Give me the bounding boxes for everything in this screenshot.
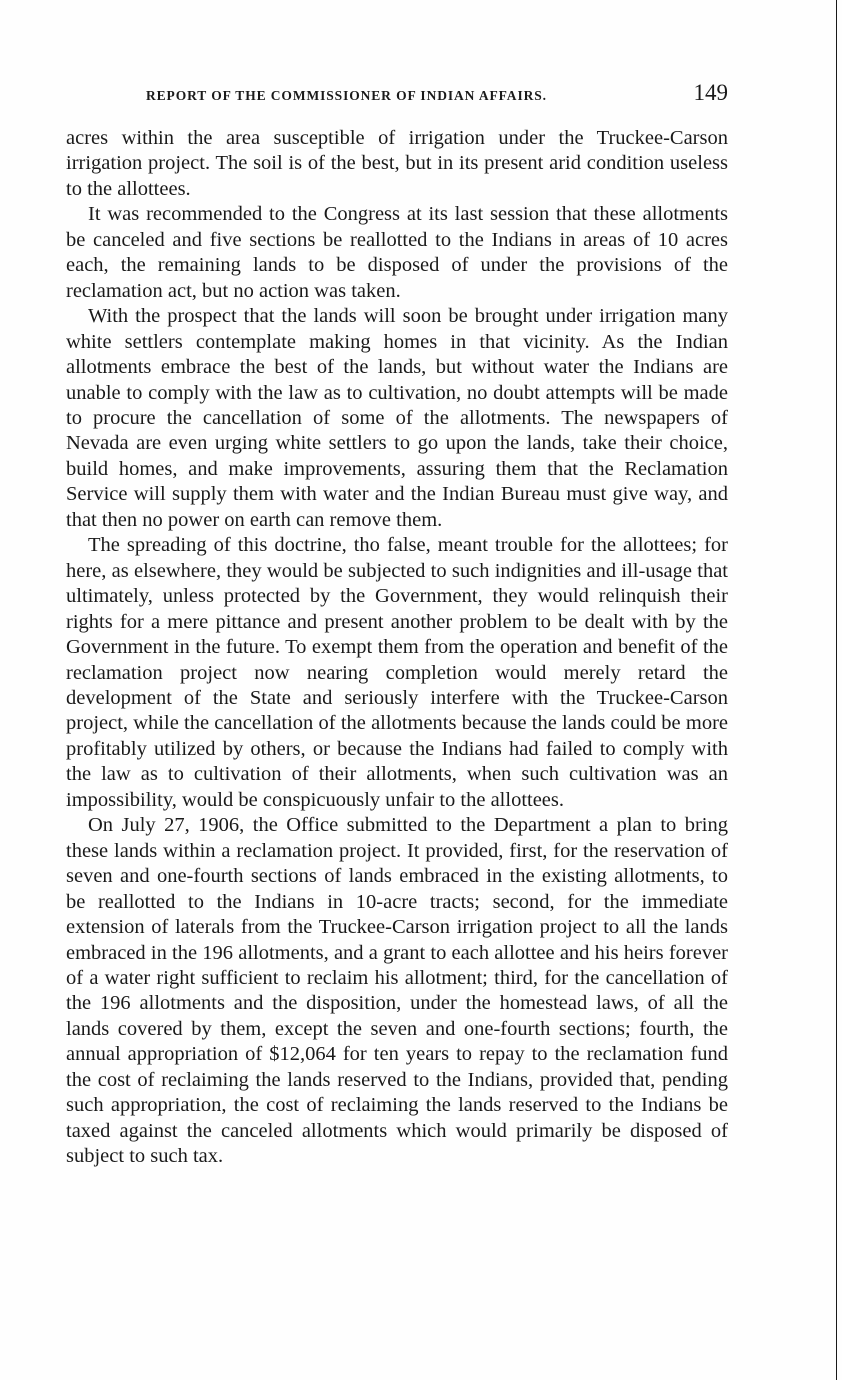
page-number: 149 [693, 80, 728, 105]
paragraph-office-plan: On July 27, 1906, the Office submitted to the Department a plan to bring these lands within a reclamation project. It provided, first, for the reservation of seven and one-fourth sections of lands embraced in the existing allotments, to be reallotted to the Indians in 10-acre tracts; second, for the immediate extension of laterals from the Truckee-Carson irrigation project to all the lands embraced in the 196 allotments, and a grant to each allottee and his heirs forever of a water right sufficient to reclaim his allotment; third, for the cancellation of the 196 allotments and the disposition, under the homestead laws, of all the lands covered by them, except the seven and one-fourth sections; fourth, the annual appropriation of $12,064 for ten years to repay to the reclamation fund the cost of reclaiming the lands reserved to the Indians, provided that, pending such appropriation, the cost of reclaiming the lands reserved to the Indians be taxed against the canceled allotments which would primarily be disposed of subject to such tax. [66, 814, 728, 1168]
running-title: REPORT OF THE COMMISSIONER OF INDIAN AFFAIRS. [146, 88, 547, 103]
page-edge-line [836, 0, 837, 1380]
paragraph-settlers-prospect: With the prospect that the lands will soon be brought under irrigation many white settlers contemplate making homes in that vicinity. As the Indian allotments embrace the best of the lands, but without water the Indians are unable to comply with the law as to cultivation, no doubt attempts will be made to procure the cancellation of some of the allotments. The newspapers of Nevada are even urging white settlers to go upon the lands, take their choice, build homes, and make improvements, assuring them that the Reclamation Service will supply them with water and the Indian Bureau must give way, and that then no power on earth can remove them. [66, 305, 728, 531]
paragraph-congress-recommendation: It was recommended to the Congress at its last session that these allotments be canceled and five sections be reallotted to the Indians in areas of 10 acres each, the remaining lands to be disposed of under the provisions of the reclamation act, but no action was taken. [66, 203, 728, 302]
paragraph-continuation: acres within the area susceptible of irrigation under the Truckee-Carson irrigation project. The soil is of the best, but in its present arid condition useless to the allottees. [66, 127, 728, 200]
running-header [66, 78, 728, 108]
paragraph-doctrine-trouble: The spreading of this doctrine, tho false, meant trouble for the allottees; for here, as elsewhere, they would be subjected to such indignities and ill-usage that ultimately, unless protected by the Government, they would relinquish their rights for a mere pittance and present another problem to be dealt with by the Government in the future. To exempt them from the operation and benefit of the reclamation project now nearing completion would merely retard the development of the State and seriously interfere with the Truckee-Carson project, while the cancellation of the allotments because the lands could be more profitably utilized by others, or because the Indians had failed to comply with the law as to cultivation of their allotments, when such cultivation was an impossibility, would be conspicuously unfair to the allottees. [66, 534, 728, 811]
body-text [66, 126, 728, 1170]
